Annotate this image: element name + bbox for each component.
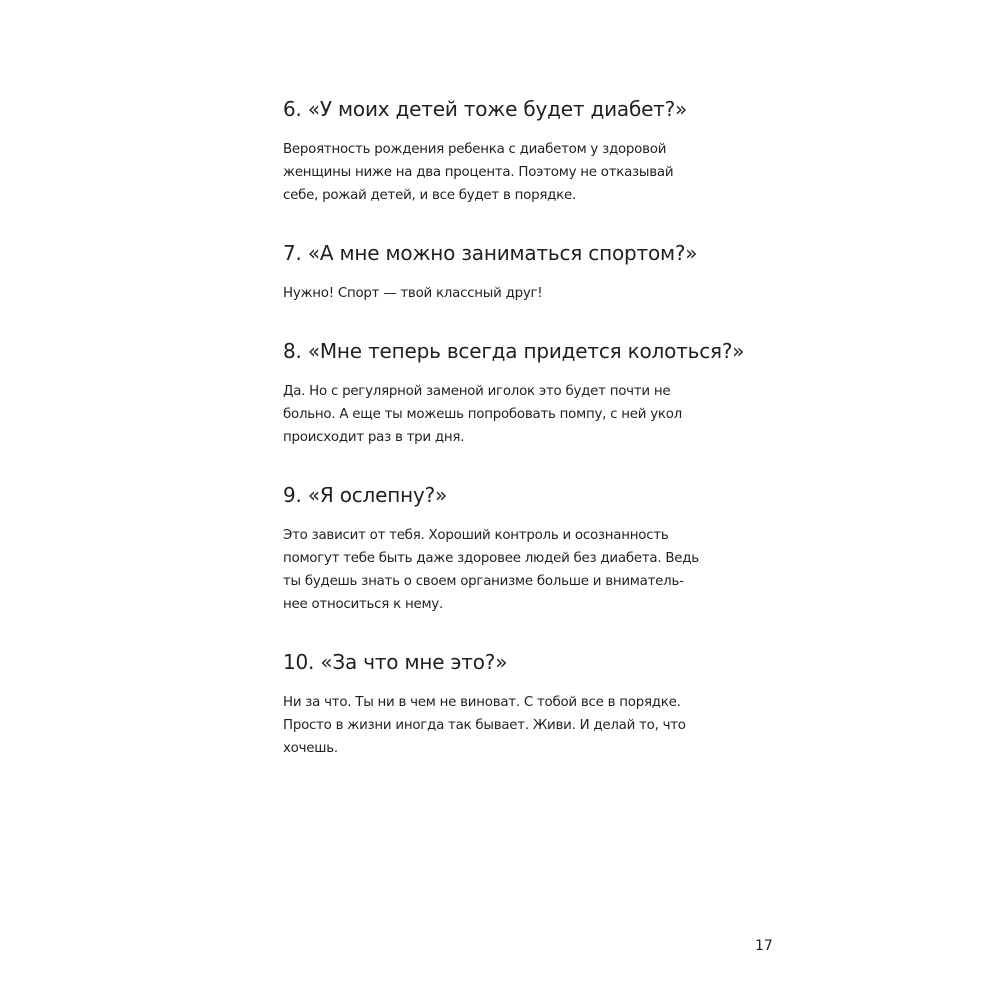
answer-line: Это зависит от тебя. Хороший контроль и осознанность [283,528,669,543]
question-title: 10. «За что мне это?» [283,650,508,674]
answer-line: женщины ниже на два процента. Поэтому не отказывай [283,165,674,180]
page-number: 17 [755,938,773,954]
question-title: 8. «Мне теперь всегда придется колоться?» [283,339,745,363]
answer-text [283,282,733,305]
faq-section-10 [283,647,733,760]
faq-section-7 [283,238,733,305]
question-title: 9. «Я ослепну?» [283,483,448,507]
faq-section-9 [283,480,733,616]
question-title: 6. «У моих детей тоже будет диабет?» [283,97,688,121]
answer-line: Просто в жизни иногда так бывает. Живи. И делай то, что [283,718,686,733]
answer-text [283,691,733,760]
faq-section-8 [283,336,745,449]
answer-line: себе, рожай детей, и все будет в порядке. [283,188,576,203]
answer-line: больно. А еще ты можешь попробовать помпу, с ней укол [283,407,682,422]
answer-text [283,524,733,616]
answer-line: хочешь. [283,741,338,756]
page-content [283,94,745,760]
question-title: 7. «А мне можно заниматься спортом?» [283,241,698,265]
faq-section-6 [283,94,733,207]
answer-line: Нужно! Спорт — твой классный друг! [283,286,543,301]
answer-line: Ни за что. Ты ни в чем не виноват. С тобой все в порядке. [283,695,681,710]
answer-line: нее относиться к нему. [283,597,443,612]
answer-line: помогут тебе быть даже здоровее людей без диабета. Ведь [283,551,699,566]
answer-line: ты будешь знать о своем организме больше и вниматель- [283,574,684,589]
answer-text [283,380,733,449]
answer-text [283,138,733,207]
answer-line: происходит раз в три дня. [283,430,465,445]
answer-line: Да. Но с регулярной заменой иголок это будет почти не [283,384,671,399]
answer-line: Вероятность рождения ребенка с диабетом у здоровой [283,142,667,157]
